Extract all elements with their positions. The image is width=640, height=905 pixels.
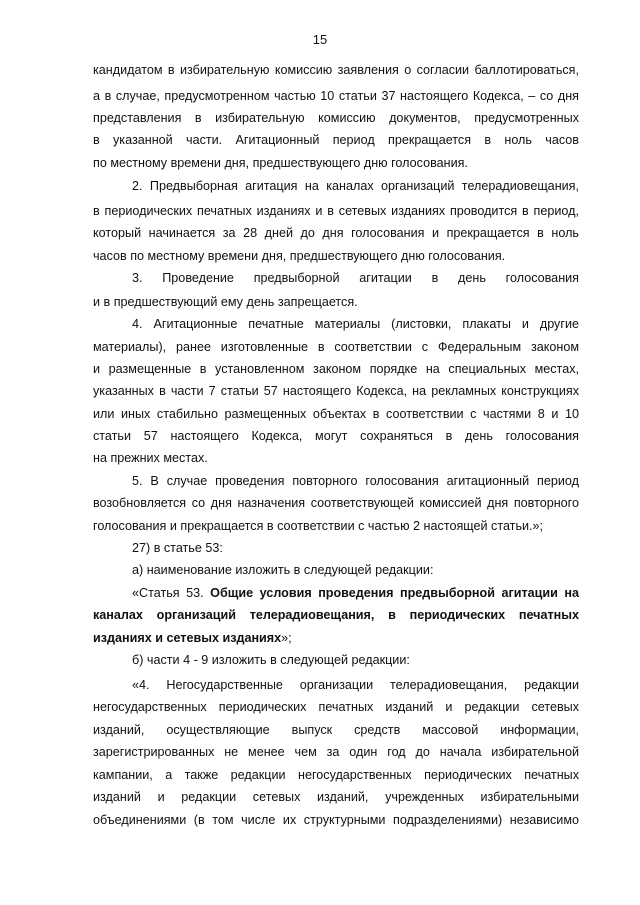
line-text: материалы), ранее изготовленные в соответствии с Федеральным законом bbox=[93, 340, 579, 354]
text-line bbox=[132, 677, 579, 693]
text-line bbox=[93, 630, 579, 646]
line-text: указанных в части 7 статьи 57 настоящего Кодекса, на рекламных конструкциях bbox=[93, 384, 579, 398]
text-line bbox=[93, 722, 579, 738]
line-text: возобновляется со дня назначения соответствующей комиссией дня повторного bbox=[93, 496, 579, 510]
text-line bbox=[132, 562, 579, 578]
article-title-text: Общие условия проведения предвыборной агитации на bbox=[210, 586, 580, 600]
text-line bbox=[93, 450, 579, 466]
text-line bbox=[132, 652, 579, 668]
line-text: кандидатом в избирательную комиссию заявления о согласии баллотироваться, bbox=[93, 63, 579, 77]
text-line bbox=[93, 88, 579, 104]
article-title-text: изданиях и сетевых изданиях bbox=[93, 631, 282, 645]
text-line bbox=[93, 744, 579, 760]
line-text: объединениями (в том числе их структурными подразделениями) независимо bbox=[93, 813, 579, 827]
line-text: изданий и редакции сетевых изданий, учрежденных избирательными bbox=[93, 790, 579, 804]
line-text: б) части 4 - 9 изложить в следующей редакции: bbox=[132, 653, 410, 667]
text-line bbox=[93, 428, 579, 444]
text-line bbox=[93, 383, 579, 399]
text-line bbox=[93, 518, 579, 534]
line-text: на прежних местах. bbox=[93, 451, 208, 465]
line-text: и размещенные в установленном законом порядке на специальных местах, bbox=[93, 362, 579, 376]
text-line bbox=[93, 699, 579, 715]
text-line bbox=[132, 540, 579, 556]
line-text: 2. Предвыборная агитация на каналах организаций телерадиовещания, bbox=[132, 179, 579, 193]
line-text: а в случае, предусмотренном частью 10 статьи 37 настоящего Кодекса, – со дня bbox=[93, 89, 579, 103]
text-line bbox=[93, 110, 579, 126]
text-line bbox=[132, 270, 579, 286]
text-line bbox=[93, 812, 579, 828]
text-line bbox=[93, 248, 579, 264]
text-line bbox=[93, 339, 579, 355]
text-line bbox=[93, 789, 579, 805]
line-text: изданий, осуществляющие выпуск средств массовой информации, bbox=[93, 723, 579, 737]
line-text: или иных стабильно размещенных объектах в соответствии с частями 8 и 10 bbox=[93, 407, 579, 421]
line-text: негосударственных периодических печатных изданий и редакции сетевых bbox=[93, 700, 579, 714]
text-line bbox=[93, 767, 579, 783]
line-text: голосования и прекращается в соответствии с частью 2 настоящей статьи.»; bbox=[93, 519, 544, 533]
text-line bbox=[93, 155, 579, 171]
text-line bbox=[93, 294, 579, 310]
text-line bbox=[93, 62, 579, 78]
line-text: часов по местному времени дня, предшествующего дню голосования. bbox=[93, 249, 506, 263]
line-text: «4. Негосударственные организации телерадиовещания, редакции bbox=[132, 678, 579, 692]
line-text: который начинается за 28 дней до дня голосования и прекращается в ноль bbox=[93, 226, 579, 240]
text-line bbox=[132, 178, 579, 194]
line-text: статьи 57 настоящего Кодекса, могут сохраняться в день голосования bbox=[93, 429, 579, 443]
text-line bbox=[93, 132, 579, 148]
text-line bbox=[132, 585, 579, 601]
line-text: 5. В случае проведения повторного голосования агитационный период bbox=[132, 474, 579, 488]
text-line bbox=[93, 361, 579, 377]
line-text: в периодических печатных изданиях и в сетевых изданиях проводится в период, bbox=[93, 204, 579, 218]
text-line bbox=[93, 406, 579, 422]
text-line bbox=[93, 495, 579, 511]
text-line bbox=[93, 607, 579, 623]
text-line bbox=[93, 225, 579, 241]
line-text: представления в избирательную комиссию документов, предусмотренных bbox=[93, 111, 579, 125]
text-line bbox=[132, 316, 579, 332]
page-number: 15 bbox=[312, 32, 328, 47]
line-suffix: »; bbox=[281, 631, 292, 645]
line-text: кампании, а также редакции негосударственных периодических печатных bbox=[93, 768, 579, 782]
line-text: а) наименование изложить в следующей редакции: bbox=[132, 563, 434, 577]
line-text: по местному времени дня, предшествующего дню голосования. bbox=[93, 156, 468, 170]
article-title-text: каналах организаций телерадиовещания, в периодических печатных bbox=[93, 608, 579, 622]
line-text: и в предшествующий ему день запрещается. bbox=[93, 295, 358, 309]
text-line bbox=[93, 203, 579, 219]
line-text: 4. Агитационные печатные материалы (листовки, плакаты и другие bbox=[132, 317, 579, 331]
line-text: зарегистрированных не менее чем за один год до начала избирательной bbox=[93, 745, 579, 759]
article-prefix: «Статья 53. bbox=[132, 586, 211, 600]
line-text: 27) в статье 53: bbox=[132, 541, 223, 555]
line-text: 3. Проведение предвыборной агитации в день голосования bbox=[132, 271, 579, 285]
line-text: в указанной части. Агитационный период прекращается в ноль часов bbox=[93, 133, 579, 147]
text-line bbox=[132, 473, 579, 489]
